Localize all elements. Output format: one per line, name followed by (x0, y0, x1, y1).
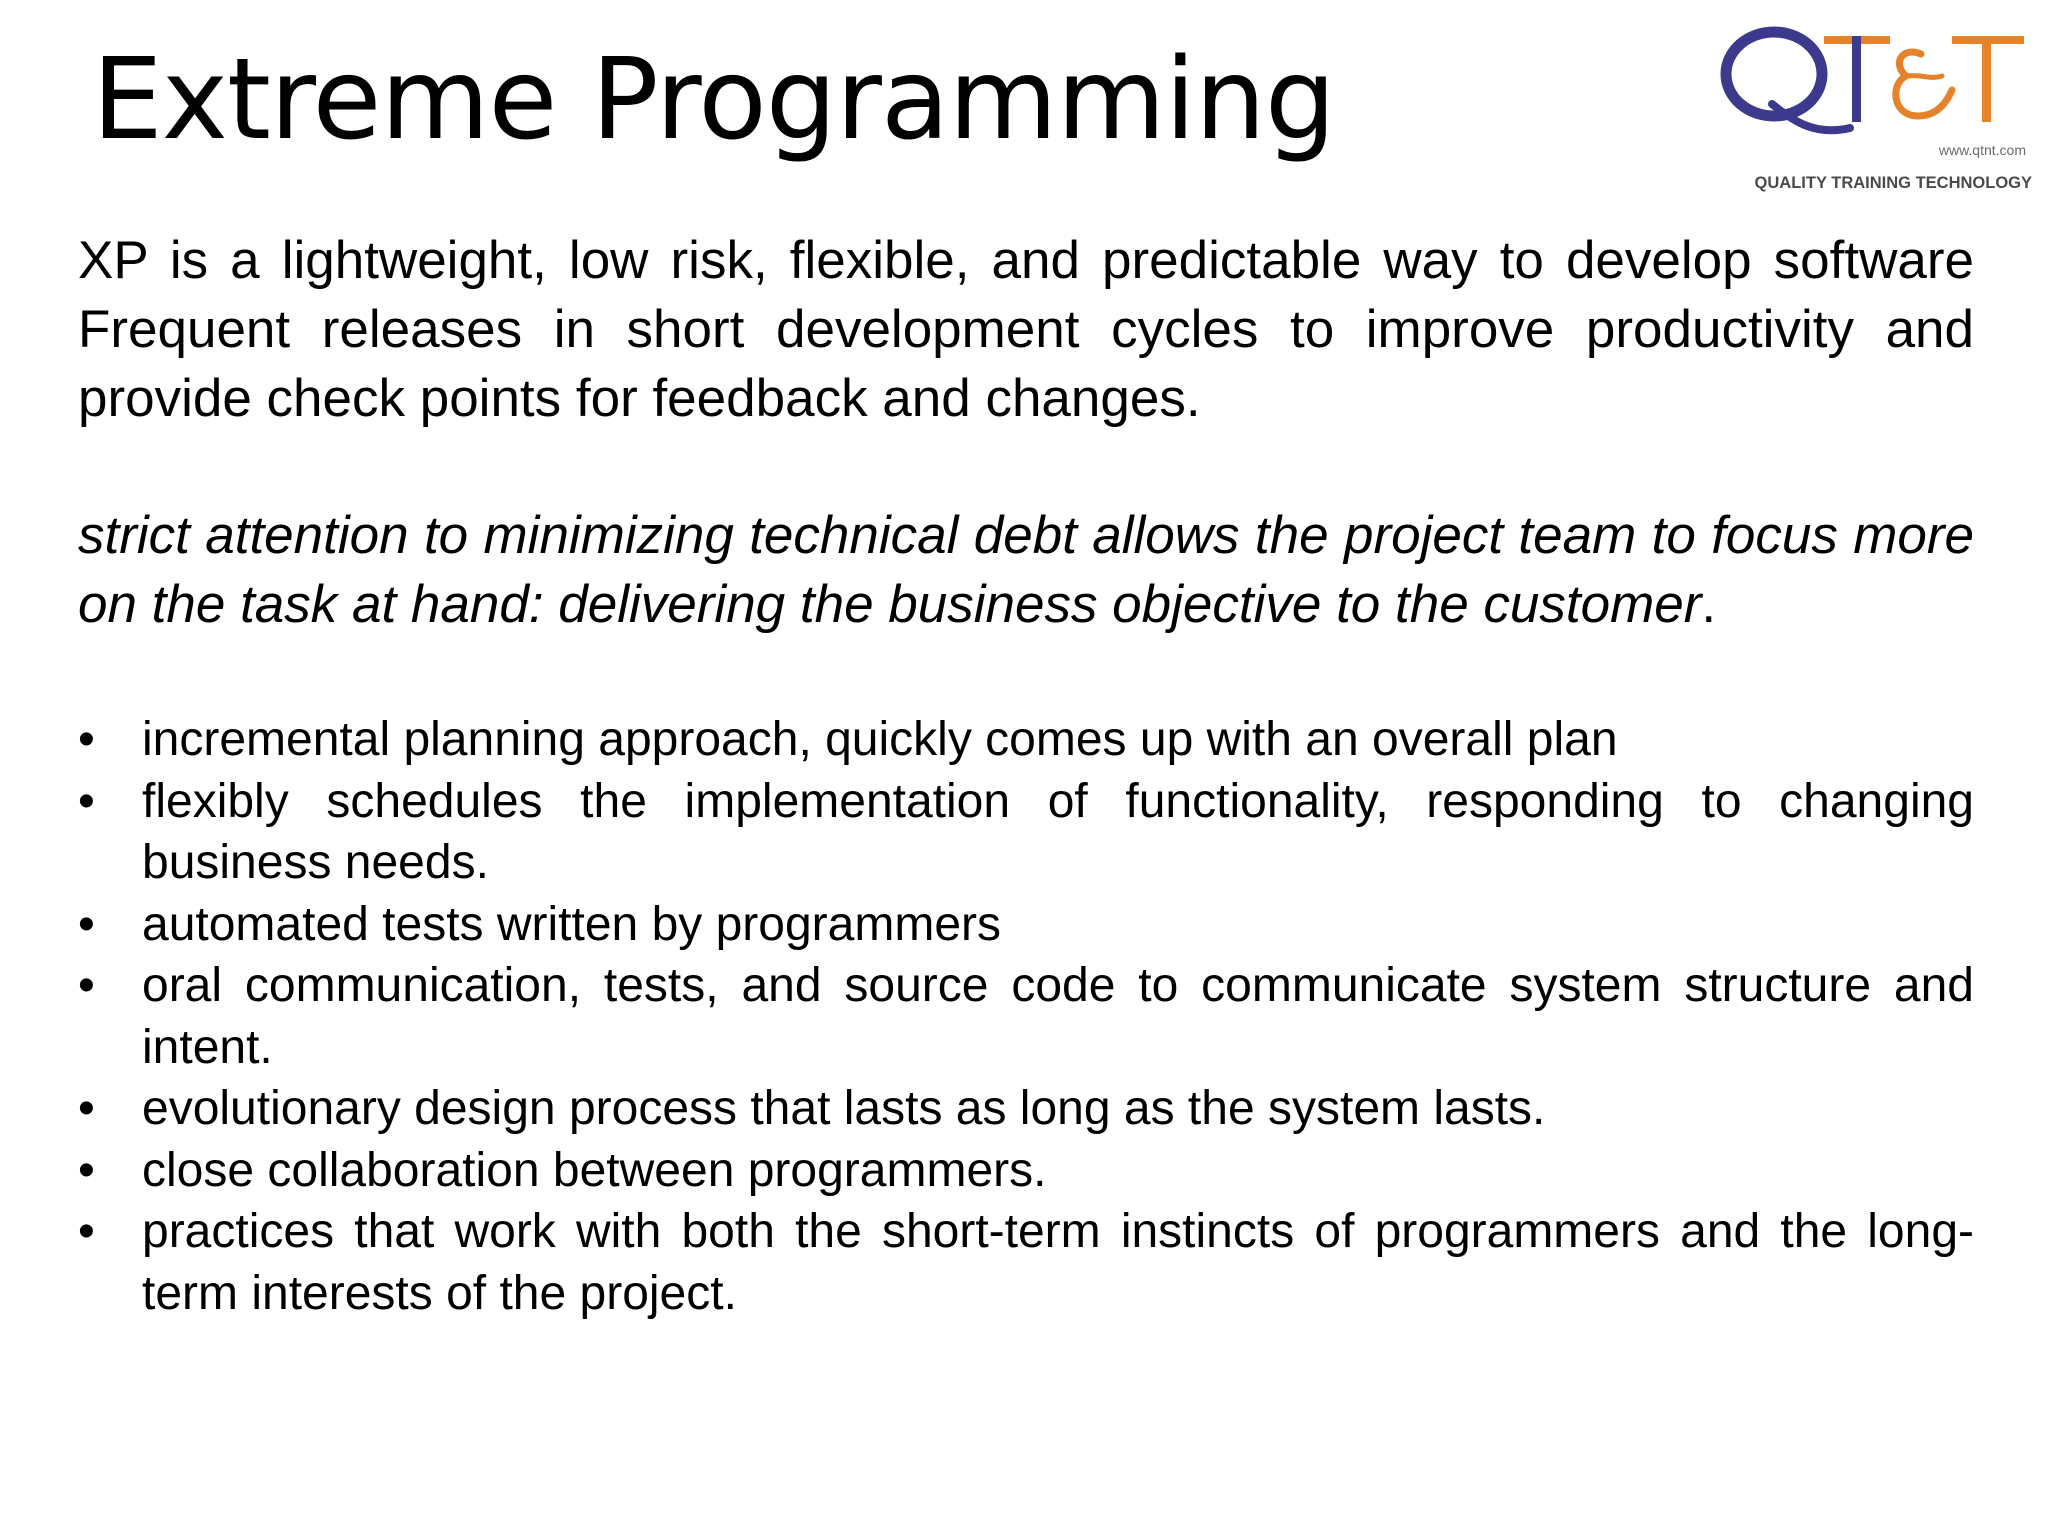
list-item (78, 1140, 1974, 1202)
list-item-text: automated tests written by programmers (142, 897, 1002, 951)
qtnt-logo-mark (1716, 24, 2032, 144)
technical-debt-period: . (1701, 575, 1717, 634)
bullet-icon: • (78, 1205, 95, 1258)
logo-url-text: www.qtnt.com (1938, 142, 2026, 158)
list-item (78, 1201, 1974, 1324)
bullet-icon: • (78, 774, 95, 828)
list-item (78, 1078, 1974, 1140)
intro-paragraph: XP is a lightweight, low risk, flexible, and predictable way to develop software Frequent releases in short development cycles to improve productivity and provide check points for feedback and changes. (78, 231, 1974, 428)
logo-tagline: QUALITY TRAINING TECHNOLOGY (1754, 174, 2032, 192)
list-item-text: practices that work with both the short-term instincts of programmers and the long-term interests of the project. (142, 1205, 1974, 1320)
list-item (78, 955, 1974, 1078)
bullet-icon: • (78, 959, 95, 1012)
qtnt-logo (1716, 24, 2032, 204)
slide-body (78, 226, 1974, 1324)
list-item-text: incremental planning approach, quickly comes up with an overall plan (142, 713, 1618, 766)
list-item-text: evolutionary design process that lasts as long as the system lasts. (142, 1082, 1546, 1135)
bullet-icon: • (78, 1082, 95, 1135)
bullet-icon: • (78, 713, 95, 766)
list-item (78, 771, 1974, 894)
list-item (78, 894, 1974, 956)
list-item-text: close collaboration between programmers. (142, 1143, 1047, 1197)
slide-title: Extreme Programming (92, 35, 1335, 165)
technical-debt-paragraph (78, 501, 1974, 639)
bullet-icon: • (78, 897, 95, 951)
technical-debt-italic-text: strict attention to minimizing technical debt allows the project team to focus more on the task at hand: delivering the business objective to the customer (78, 506, 1974, 634)
list-item-text: oral communication, tests, and source code to communicate system structure and intent. (142, 959, 1974, 1074)
bullet-icon: • (78, 1143, 95, 1197)
list-item (78, 709, 1974, 771)
list-item-text: flexibly schedules the implementation of functionality, responding to changing business needs. (142, 774, 1974, 889)
practices-list (78, 709, 1974, 1324)
